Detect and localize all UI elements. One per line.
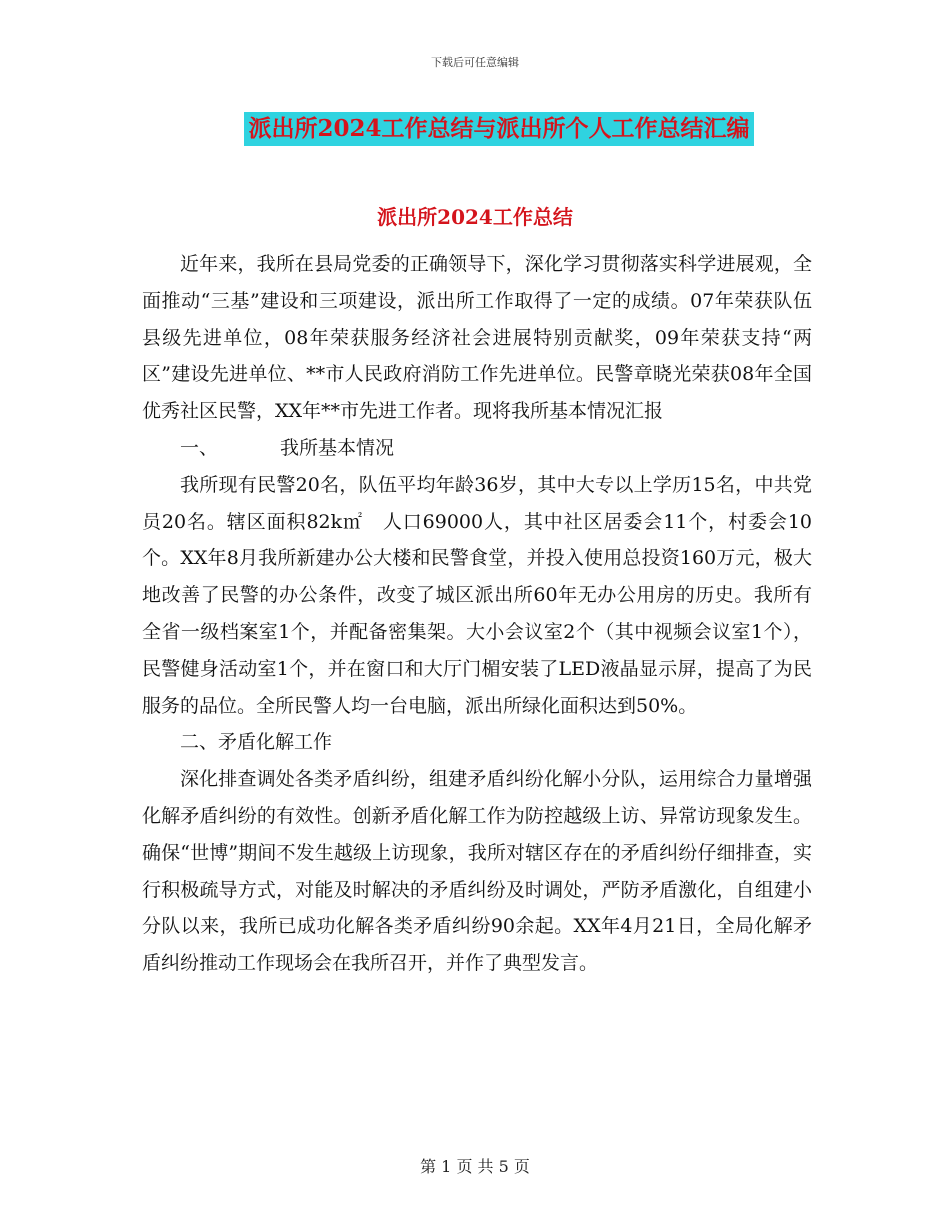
heading-text: 我所基本情况 bbox=[280, 436, 395, 459]
heading-number: 一、 bbox=[180, 436, 219, 459]
document-title-container bbox=[0, 112, 950, 146]
paragraph-conflict-work: 深化排查调处各类矛盾纠纷，组建矛盾纠纷化解小分队，运用综合力量增强化解矛盾纠纷的有效性。创新矛盾化解工作为防控越级上访、异常访现象发生。确保“世博”期间不发生越级上访现象，我所对辖区存在的矛盾纠纷仔细排查，实行积极疏导方式，对能及时解决的矛盾纠纷及时调处，严防矛盾激化，自组建小分队以来，我所已成功化解各类矛盾纠纷90余起。XX年4月21日，全局化解矛盾纠纷推动工作现场会在我所召开，并作了典型发言。 bbox=[142, 768, 812, 975]
document-body bbox=[142, 246, 812, 982]
section-title: 派出所2024工作总结 bbox=[377, 205, 573, 229]
page-footer: 第 1 页 共 5 页 bbox=[420, 1157, 530, 1176]
paragraph-intro: 近年来，我所在县局党委的正确领导下，深化学习贯彻落实科学进展观，全面推动“三基”建设和三项建设，派出所工作取得了一定的成绩。07年荣获队伍县级先进单位，08年荣获服务经济社会进展特别贡献奖，09年荣获支持“两区”建设先进单位、**市人民政府消防工作先进单位。民警章晓光荣获08年全国优秀社区民警，XX年**市先进工作者。现将我所基本情况汇报 bbox=[142, 253, 812, 423]
paragraph-basic-info: 我所现有民警20名，队伍平均年龄36岁，其中大专以上学历15名，中共党员20名。辖区面积82k㎡ 人口69000人，其中社区居委会11个，村委会10个。XX年8月我所新建办公大楼和民警食堂，并投入使用总投资160万元，极大地改善了民警的办公条件，改变了城区派出所60年无办公用房的历史。我所有全省一级档案室1个，并配备密集架。大小会议室2个（其中视频会议室1个），民警健身活动室1个，并在窗口和大厅门楣安装了LED液晶显示屏，提高了为民服务的品位。全所民警人均一台电脑，派出所绿化面积达到50%。 bbox=[142, 473, 812, 717]
heading-basic-info bbox=[142, 430, 812, 467]
heading-conflict-work: 二、矛盾化解工作 bbox=[180, 731, 333, 754]
header-note: 下载后可任意编辑 bbox=[431, 56, 519, 69]
document-title: 派出所2024工作总结与派出所个人工作总结汇编 bbox=[244, 112, 753, 146]
